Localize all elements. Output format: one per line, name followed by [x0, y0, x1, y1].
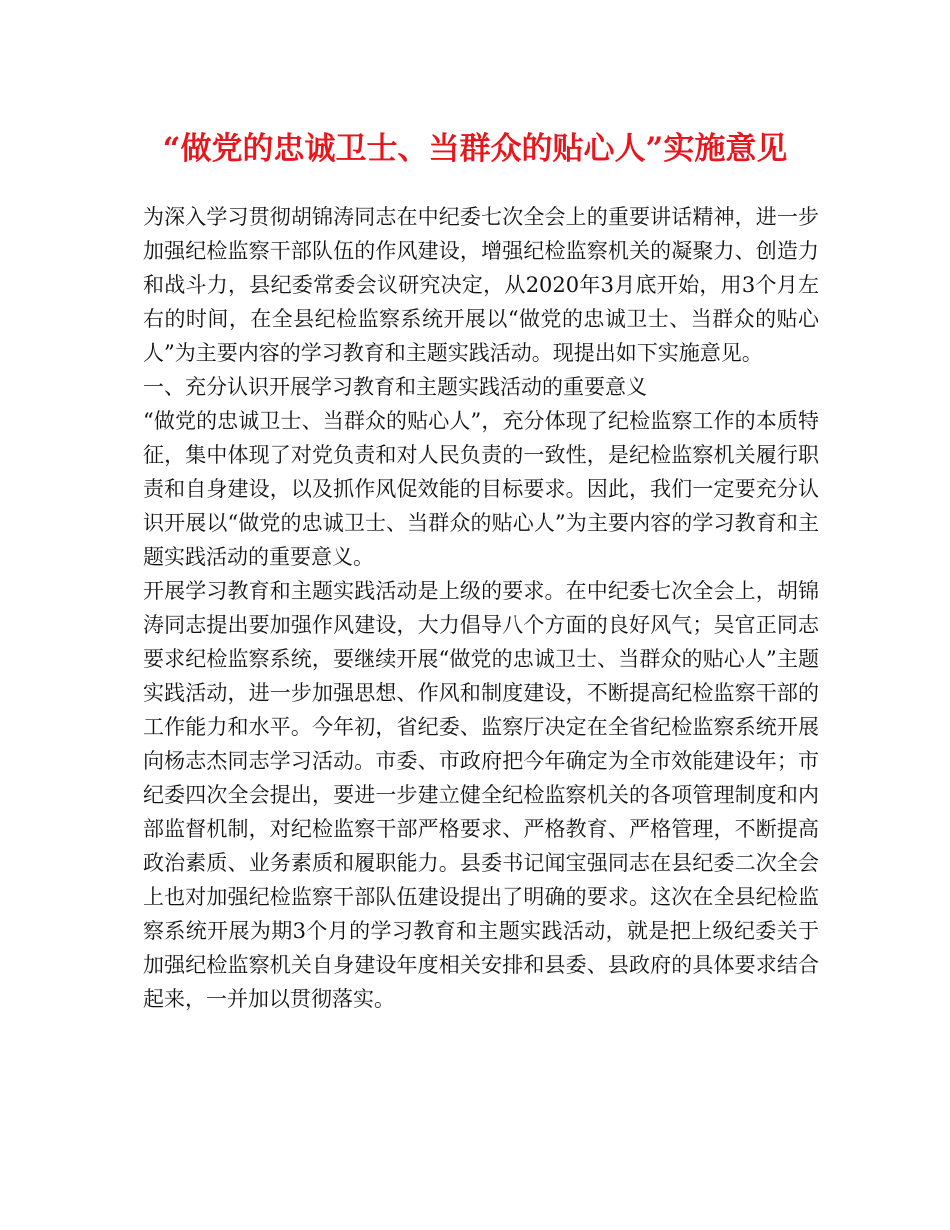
document-title: “做党的忠诚卫士、当群众的贴心人”实施意见 [162, 131, 788, 167]
section-heading: 一、充分认识开展学习教育和主题实践活动的重要意义 [143, 375, 647, 399]
body-paragraph: “做党的忠诚卫士、当群众的贴心人”，充分体现了纪检监察工作的本质特征，集中体现了对党负责和对人民负责的一致性，是纪检监察机关履行职责和自身建设，以及抓作风促效能的目标要求。因此，我们一定要充分认识开展以“做党的忠诚卫士、当群众的贴心人”为主要内容的学习教育和主题实践活动的重要意义。 [143, 409, 819, 569]
document-body [143, 200, 819, 1016]
body-paragraph: 开展学习教育和主题实践活动是上级的要求。在中纪委七次全会上，胡锦涛同志提出要加强作风建设，大力倡导八个方面的良好风气；吴官正同志要求纪检监察系统，要继续开展“做党的忠诚卫士、当群众的贴心人”主题实践活动，进一步加强思想、作风和制度建设，不断提高纪检监察干部的工作能力和水平。今年初，省纪委、监察厅决定在全省纪检监察系统开展向杨志杰同志学习活动。市委、市政府把今年确定为全市效能建设年；市纪委四次全会提出，要进一步建立健全纪检监察机关的各项管理制度和内部监督机制，对纪检监察干部严格要求、严格教育、严格管理，不断提高政治素质、业务素质和履职能力。县委书记闻宝强同志在县纪委二次全会上也对加强纪检监察干部队伍建设提出了明确的要求。这次在全县纪检监察系统开展为期3个月的学习教育和主题实践活动，就是把上级纪委关于加强纪检监察机关自身建设年度相关安排和县委、县政府的具体要求结合起来，一并加以贯彻落实。 [143, 579, 819, 1011]
intro-paragraph: 为深入学习贯彻胡锦涛同志在中纪委七次全会上的重要讲话精神，进一步加强纪检监察干部队伍的作风建设，增强纪检监察机关的凝聚力、创造力和战斗力，县纪委常委会议研究决定，从2020年3月底开始，用3个月左右的时间，在全县纪检监察系统开展以“做党的忠诚卫士、当群众的贴心人”为主要内容的学习教育和主题实践活动。现提出如下实施意见。 [143, 205, 819, 365]
